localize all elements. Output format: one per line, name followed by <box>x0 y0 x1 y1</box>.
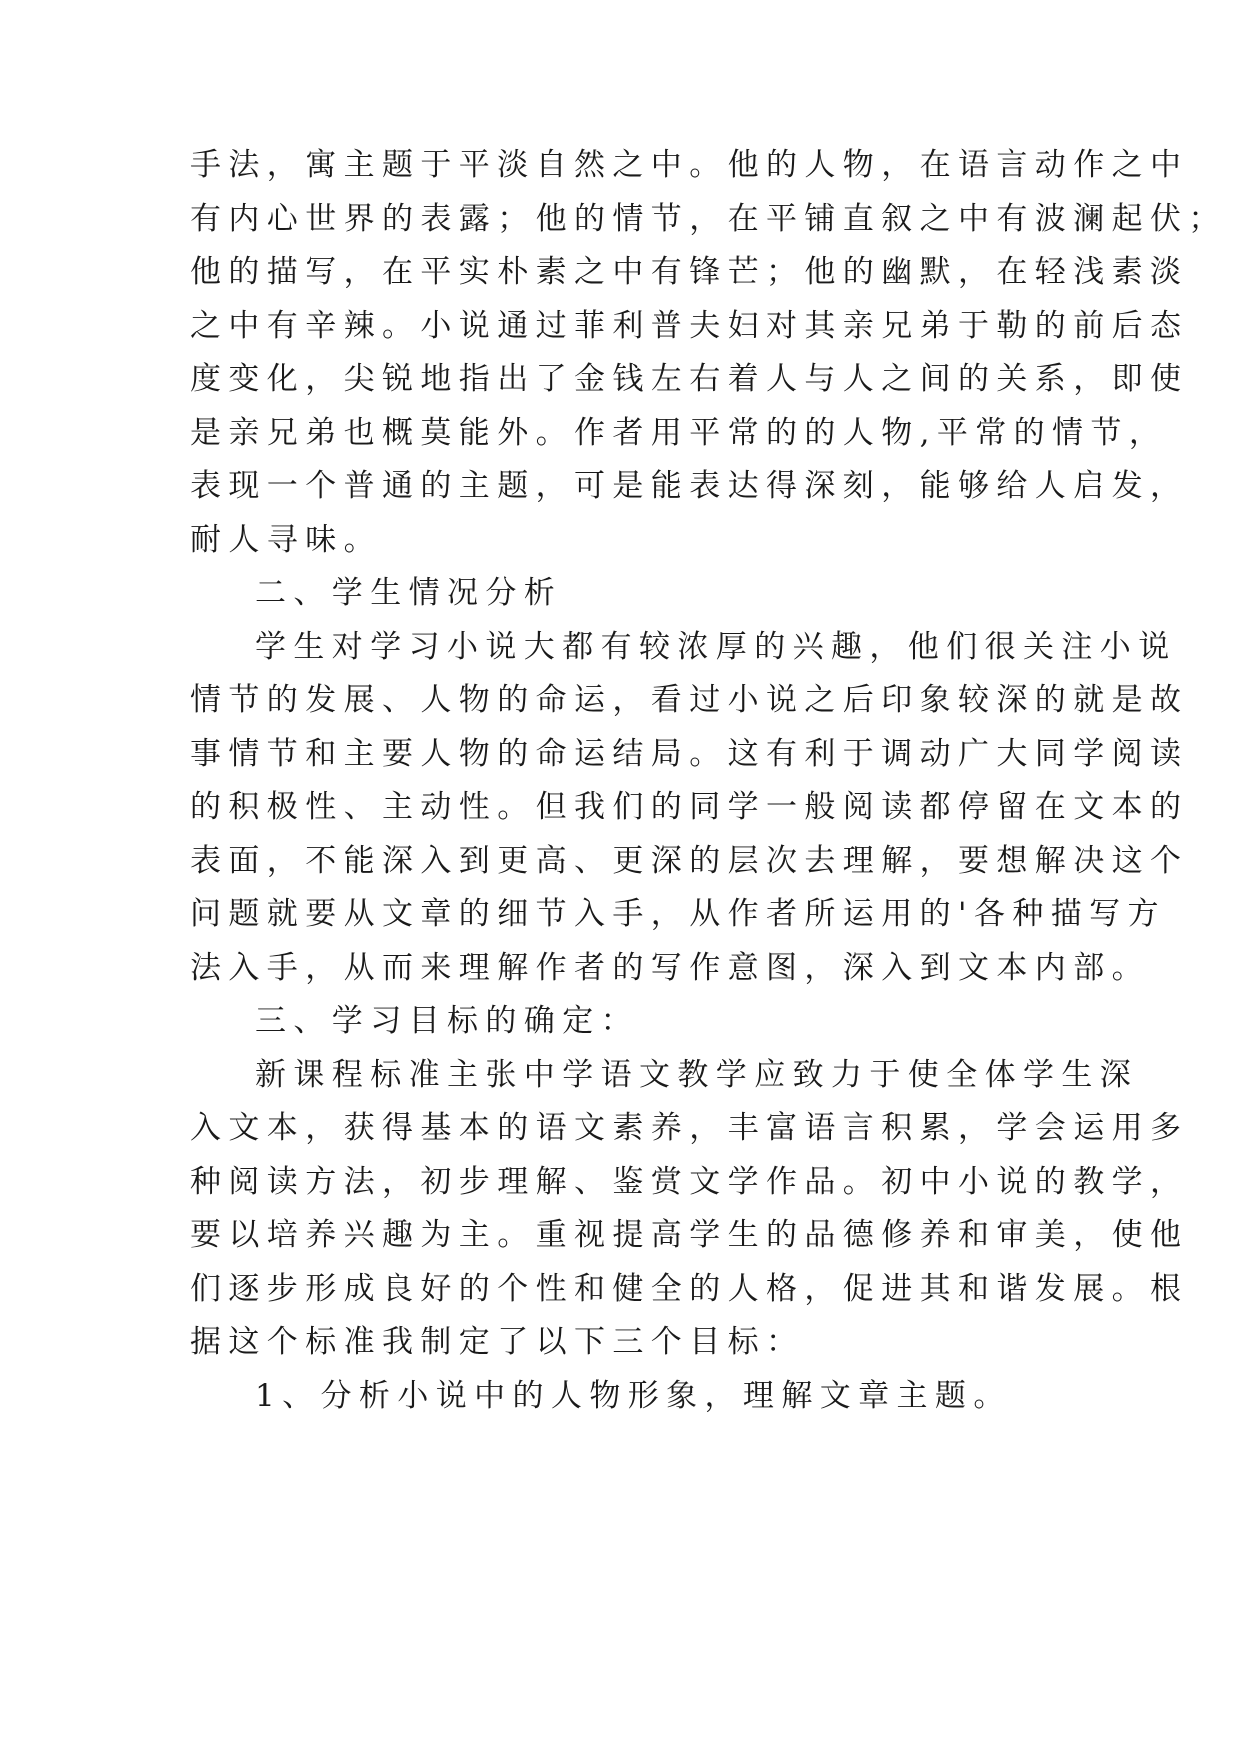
paragraph-line: 问题就要从文章的细节入手，从作者所运用的'各种描写方 <box>190 896 1166 932</box>
paragraph-line: 种阅读方法，初步理解、鉴赏文学作品。初中小说的教学， <box>190 1164 1189 1200</box>
paragraph-line: 情节的发展、人物的命运，看过小说之后印象较深的就是故 <box>190 682 1189 718</box>
paragraph-line: 有内心世界的表露；他的情节，在平铺直叙之中有波澜起伏； <box>190 201 1227 237</box>
paragraph-line: 事情节和主要人物的命运结局。这有利于调动广大同学阅读 <box>190 736 1189 772</box>
paragraph-line: 入文本，获得基本的语文素养，丰富语言积累，学会运用多 <box>190 1110 1189 1146</box>
paragraph-line: 是亲兄弟也概莫能外。作者用平常的的人物,平常的情节， <box>190 415 1168 451</box>
paragraph-line: 们逐步形成良好的个性和健全的人格，促进其和谐发展。根 <box>190 1271 1189 1307</box>
paragraph-line: 手法，寓主题于平淡自然之中。他的人物，在语言动作之中 <box>190 147 1189 183</box>
paragraph-line: 之中有辛辣。小说通过菲利普夫妇对其亲兄弟于勒的前后态 <box>190 308 1189 344</box>
paragraph-line: 学生对学习小说大都有较浓厚的兴趣，他们很关注小说 <box>255 629 1177 665</box>
list-item: 1、分析小说中的人物形象，理解文章主题。 <box>255 1378 1012 1414</box>
paragraph-line: 的积极性、主动性。但我们的同学一般阅读都停留在文本的 <box>190 789 1189 825</box>
paragraph-line: 法入手，从而来理解作者的写作意图，深入到文本内部。 <box>190 950 1150 986</box>
section-heading: 三、学习目标的确定： <box>255 1003 639 1039</box>
paragraph-line: 表面，不能深入到更高、更深的层次去理解，要想解决这个 <box>190 843 1189 879</box>
paragraph-line: 耐人寻味。 <box>190 522 382 558</box>
section-heading: 二、学生情况分析 <box>255 575 563 611</box>
paragraph-line: 度变化，尖锐地指出了金钱左右着人与人之间的关系，即使 <box>190 361 1189 397</box>
paragraph-line: 新课程标准主张中学语文教学应致力于使全体学生深 <box>255 1057 1139 1093</box>
paragraph-line: 要以培养兴趣为主。重视提高学生的品德修养和审美，使他 <box>190 1217 1189 1253</box>
paragraph-line: 表现一个普通的主题，可是能表达得深刻，能够给人启发， <box>190 468 1189 504</box>
paragraph-line: 他的描写，在平实朴素之中有锋芒；他的幽默，在轻浅素淡 <box>190 254 1189 290</box>
paragraph-line: 据这个标准我制定了以下三个目标： <box>190 1324 805 1360</box>
